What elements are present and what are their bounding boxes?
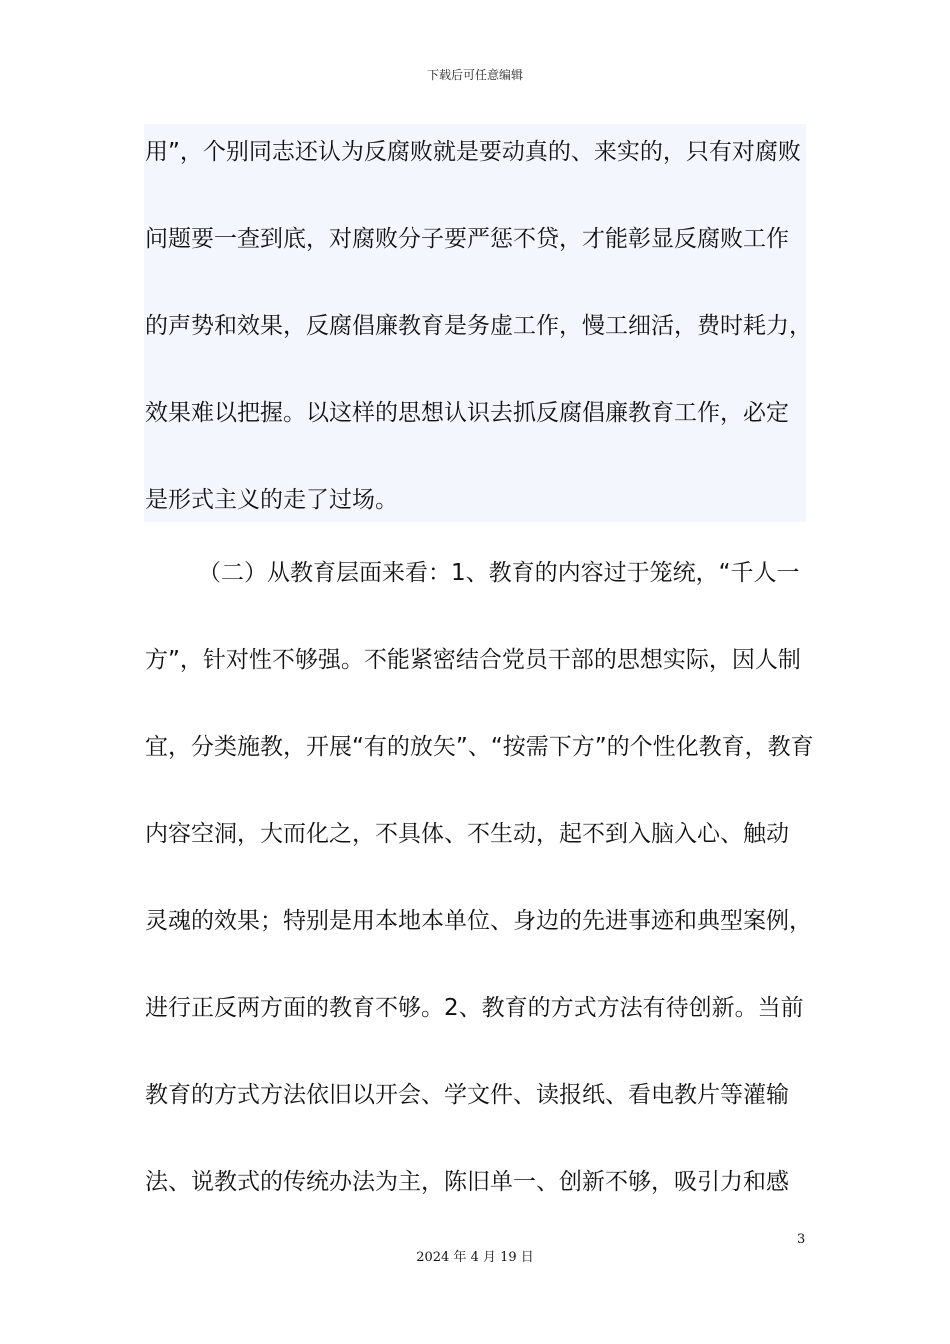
text-line: 教育的方式方法依旧以开会、学文件、读报纸、看电教片等灌输 — [145, 1082, 789, 1108]
text-line: 方”，针对性不够强。不能紧密结合党员干部的思想实际，因人制 — [145, 647, 801, 673]
text-line: 灵魂的效果；特别是用本地本单位、身边的先进事迹和典型案例， — [145, 908, 812, 934]
text-line: 宜，分类施教，开展“有的放矢”、“按需下方”的个性化教育，教育 — [145, 734, 814, 760]
text-line: （二）从教育层面来看：1、教育的内容过于笼统，“千人一 — [198, 560, 800, 586]
text-line: 进行正反两方面的教育不够。2、教育的方式方法有待创新。当前 — [145, 995, 804, 1021]
text-line: 效果难以把握。以这样的思想认识去抓反腐倡廉教育工作，必定 — [145, 400, 789, 426]
text-line: 用”，个别同志还认为反腐败就是要动真的、来实的，只有对腐败 — [145, 139, 801, 165]
text-line: 是形式主义的走了过场。 — [145, 487, 398, 513]
text-line: 内容空洞，大而化之，不具体、不生动，起不到入脑入心、触动 — [145, 821, 789, 847]
page-footer-date: 2024 年 4 月 19 日 — [416, 1250, 534, 1265]
text-line: 问题要一查到底，对腐败分子要严惩不贷，才能彰显反腐败工作 — [145, 226, 789, 252]
text-line: 的声势和效果，反腐倡廉教育是务虚工作，慢工细活，费时耗力， — [145, 313, 812, 339]
text-line: 法、说教式的传统办法为主，陈旧单一、创新不够，吸引力和感 — [145, 1169, 789, 1195]
page-header: 下载后可任意编辑 — [426, 68, 523, 82]
page-number: 3 — [797, 1232, 806, 1247]
